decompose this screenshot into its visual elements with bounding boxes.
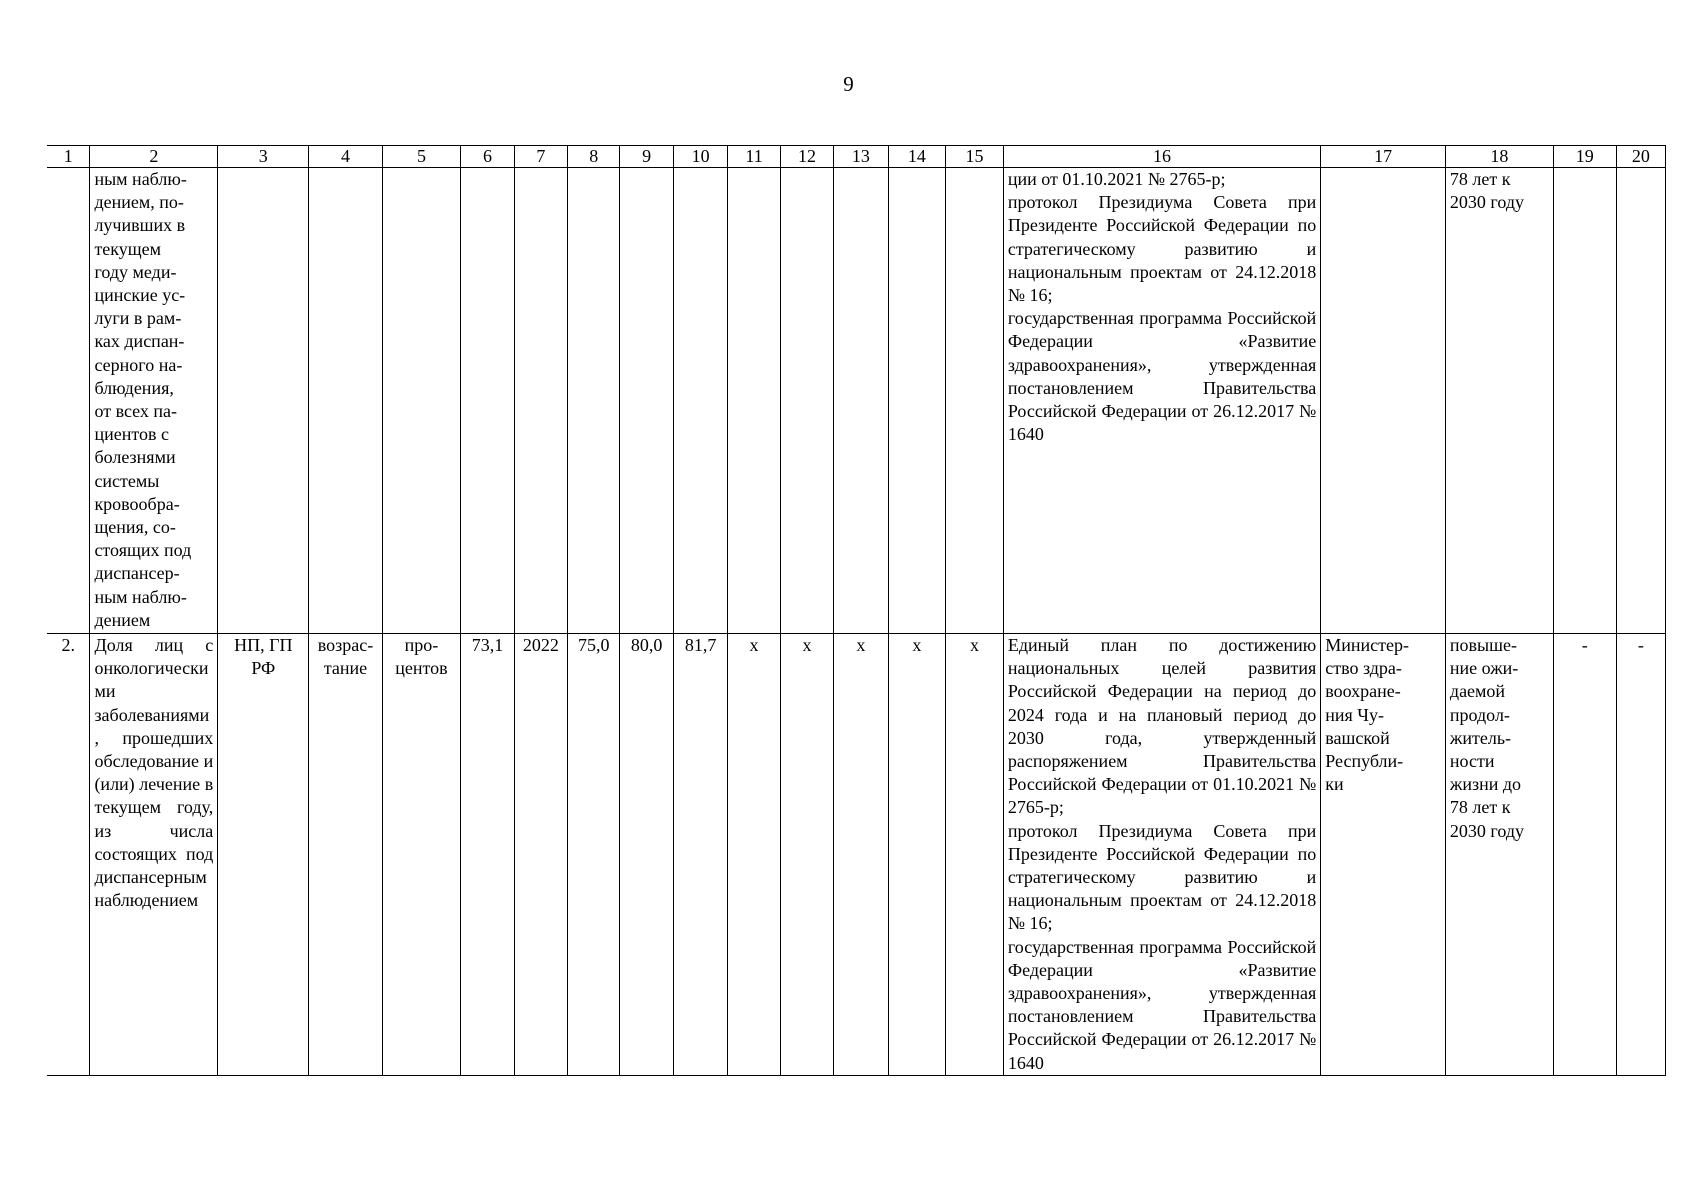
indicator-name-cell: Доля лиц с онкологическими заболеваниями, прошедших обследование и (или) лечение в текущем году, из числа состоящих под диспансерным наблюдением [90, 634, 218, 1076]
column-number: 3 [218, 146, 309, 168]
indicator-level-cell [218, 168, 309, 634]
goal-link-cell: 78 лет к 2030 году [1445, 168, 1553, 634]
document-basis-cell: ции от 01.10.2021 № 2765-р; протокол Президиума Совета при Президенте Российской Федерации по стратегическому развитию и национальным проектам от 24.12.2018 № 16; государственная программа Российской Федерации «Развитие здравоохранения», утвержденная постановлением Правительства Российской Федерации от 26.12.2017 № 1640 [1003, 168, 1320, 634]
value-cell [728, 168, 780, 634]
unit-cell: про- центов [382, 634, 461, 1076]
document-basis-cell: Единый план по достижению национальных целей развития Российской Федерации на период до 2024 года и на плановый период до 2030 года, утвержденный распоряжением Правительства Российской Федерации от 01.10.2021 № 2765-р; протокол Президиума Совета при Президенте Российской Федерации по стратегическому развитию и национальным проектам от 24.12.2018 № 16; государственная программа Российской Федерации «Развитие здравоохранения», утвержденная постановлением Правительства Российской Федерации от 26.12.2017 № 1640 [1003, 634, 1320, 1076]
base-value-cell: 73,1 [461, 634, 514, 1076]
value-cell [620, 168, 673, 634]
row-number-cell: 2. [47, 634, 90, 1076]
value-cell [834, 168, 888, 634]
value-cell: 75,0 [568, 634, 620, 1076]
value-cell: х [888, 634, 946, 1076]
goal-link-cell: повыше- ние ожи- даемой продол- житель- ности жизни до 78 лет к 2030 году [1445, 634, 1553, 1076]
column-number: 1 [47, 146, 90, 168]
column-number: 16 [1003, 146, 1320, 168]
column-number: 20 [1616, 146, 1665, 168]
column-number: 14 [888, 146, 946, 168]
extra-cell: - [1553, 634, 1616, 1076]
column-number: 5 [382, 146, 461, 168]
responsible-cell [1321, 168, 1446, 634]
value-cell: 81,7 [673, 634, 727, 1076]
column-number: 19 [1553, 146, 1616, 168]
base-value-cell [461, 168, 514, 634]
value-cell: х [946, 634, 1004, 1076]
column-number: 15 [946, 146, 1004, 168]
column-number: 7 [514, 146, 567, 168]
base-year-cell: 2022 [514, 634, 567, 1076]
extra-cell: - [1616, 634, 1665, 1076]
responsible-cell: Министер- ство здра- воохране- ния Чу- вашской Республи- ки [1321, 634, 1446, 1076]
column-number-row [47, 146, 1666, 168]
unit-cell [382, 168, 461, 634]
value-cell: 80,0 [620, 634, 673, 1076]
column-number: 10 [673, 146, 727, 168]
value-cell [568, 168, 620, 634]
table-row [47, 634, 1666, 1076]
trend-cell: возрас- тание [309, 634, 382, 1076]
value-cell: х [728, 634, 780, 1076]
value-cell: х [780, 634, 833, 1076]
column-number: 17 [1321, 146, 1446, 168]
trend-cell [309, 168, 382, 634]
column-number: 8 [568, 146, 620, 168]
column-number: 13 [834, 146, 888, 168]
column-number: 12 [780, 146, 833, 168]
value-cell [946, 168, 1004, 634]
page-number: 9 [843, 72, 854, 96]
column-number: 11 [728, 146, 780, 168]
indicator-level-cell: НП, ГП РФ [218, 634, 309, 1076]
base-year-cell [514, 168, 567, 634]
row-number-cell [47, 168, 90, 634]
column-number: 6 [461, 146, 514, 168]
table-row [47, 168, 1666, 634]
column-number: 9 [620, 146, 673, 168]
column-number: 2 [90, 146, 218, 168]
value-cell [888, 168, 946, 634]
value-cell [673, 168, 727, 634]
column-number: 18 [1445, 146, 1553, 168]
value-cell: х [834, 634, 888, 1076]
extra-cell [1553, 168, 1616, 634]
indicator-table [47, 145, 1666, 1076]
value-cell [780, 168, 833, 634]
extra-cell [1616, 168, 1665, 634]
column-number: 4 [309, 146, 382, 168]
indicator-name-cell: ным наблю- дением, по- лучивших в текущем году меди- цинские ус- луги в рам- ках диспан- серного на- блюдения, от всех па- циентов с болезнями системы кровообра- щения, со- стоящих под диспансер- ным наблю- дением [90, 168, 218, 634]
